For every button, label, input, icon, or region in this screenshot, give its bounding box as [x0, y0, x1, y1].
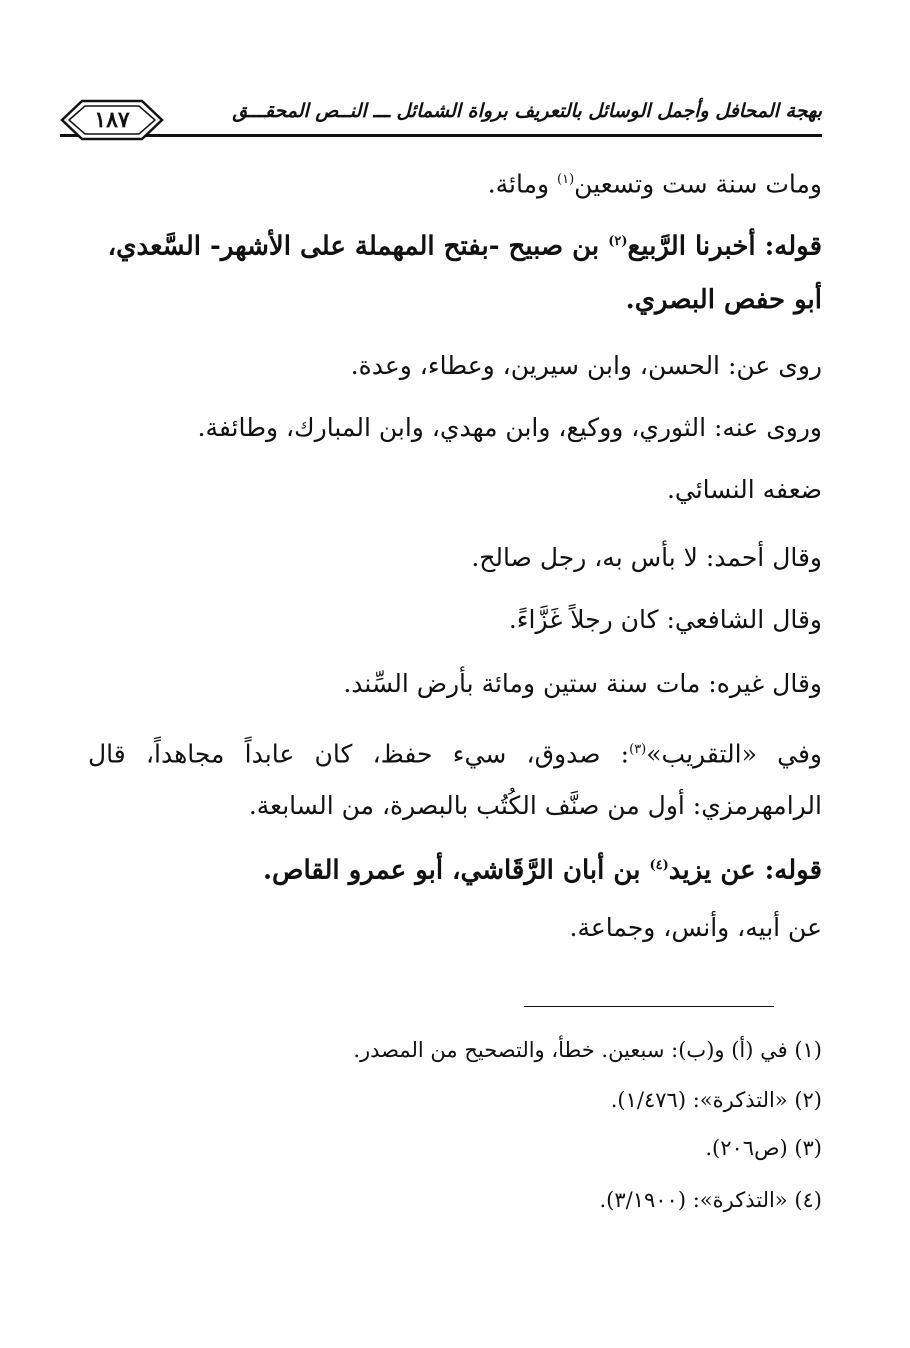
- footnote: (٣) (ص٢٠٦).: [705, 1136, 822, 1160]
- entry-heading: قوله: أخبرنا الرَّبيع$^{(٢)}$ بن صبيح -بفتح المهملة على الأشهر- السَّعدي،: [107, 231, 822, 262]
- text-line: ومات سنة ست وتسعين$^{(١)}$ ومائة.: [487, 169, 822, 199]
- footnote-ref: (٣): [629, 742, 647, 757]
- footnote: (١) في (أ) و(ب): سبعين. خطأ، والتصحيح من المصدر.: [353, 1038, 822, 1062]
- footnote-ref: (١): [557, 172, 575, 187]
- page-number: ١٨٧: [94, 107, 130, 133]
- text-line: وقال غيره: مات سنة ستين ومائة بأرض السِّند.: [343, 669, 822, 698]
- text-line: عن أبيه، وأنس، وجماعة.: [569, 913, 822, 942]
- text-line: وفي «التقريب»$^{(٣)}$: صدوق، سيء حفظ، كان عابداً مجاهداً، قال: [88, 739, 822, 769]
- footnote: (٤) «التذكرة»: (٣/١٩٠٠).: [599, 1188, 822, 1212]
- text-line: روى عن: الحسن، وابن سيرين، وعطاء، وعدة.: [350, 351, 822, 380]
- running-title: بهجة المحافل وأجمل الوسائل بالتعريف برواة الشمائل ـــ النــص المحقـــق: [232, 100, 822, 122]
- entry-heading-continued: أبو حفص البصري.: [625, 285, 822, 315]
- running-header: [60, 92, 822, 152]
- text-line: ضعفه النسائي.: [666, 475, 822, 504]
- footnote-ref: (٢): [608, 234, 628, 249]
- footnote: (٢) «التذكرة»: (١/٤٧٦).: [610, 1088, 822, 1112]
- header-rule: [60, 134, 822, 137]
- footnote-separator: [524, 1006, 774, 1007]
- text-line: الرامهرمزي: أول من صنَّف الكُتُب بالبصرة، من السابعة.: [248, 791, 822, 820]
- footnote-ref: (٤): [649, 858, 669, 873]
- text-line: وروى عنه: الثوري، ووكيع، وابن مهدي، وابن المبارك، وطائفة.: [197, 413, 822, 442]
- text-line: وقال أحمد: لا بأس به، رجل صالح.: [471, 543, 822, 572]
- page-number-badge: [60, 98, 164, 142]
- entry-heading: قوله: عن يزيد$^{(٤)}$ بن أبان الرَّقَاشي، أبو عمرو القاص.: [262, 855, 822, 886]
- text-line: وقال الشافعي: كان رجلاً غَزَّاءً.: [508, 605, 822, 634]
